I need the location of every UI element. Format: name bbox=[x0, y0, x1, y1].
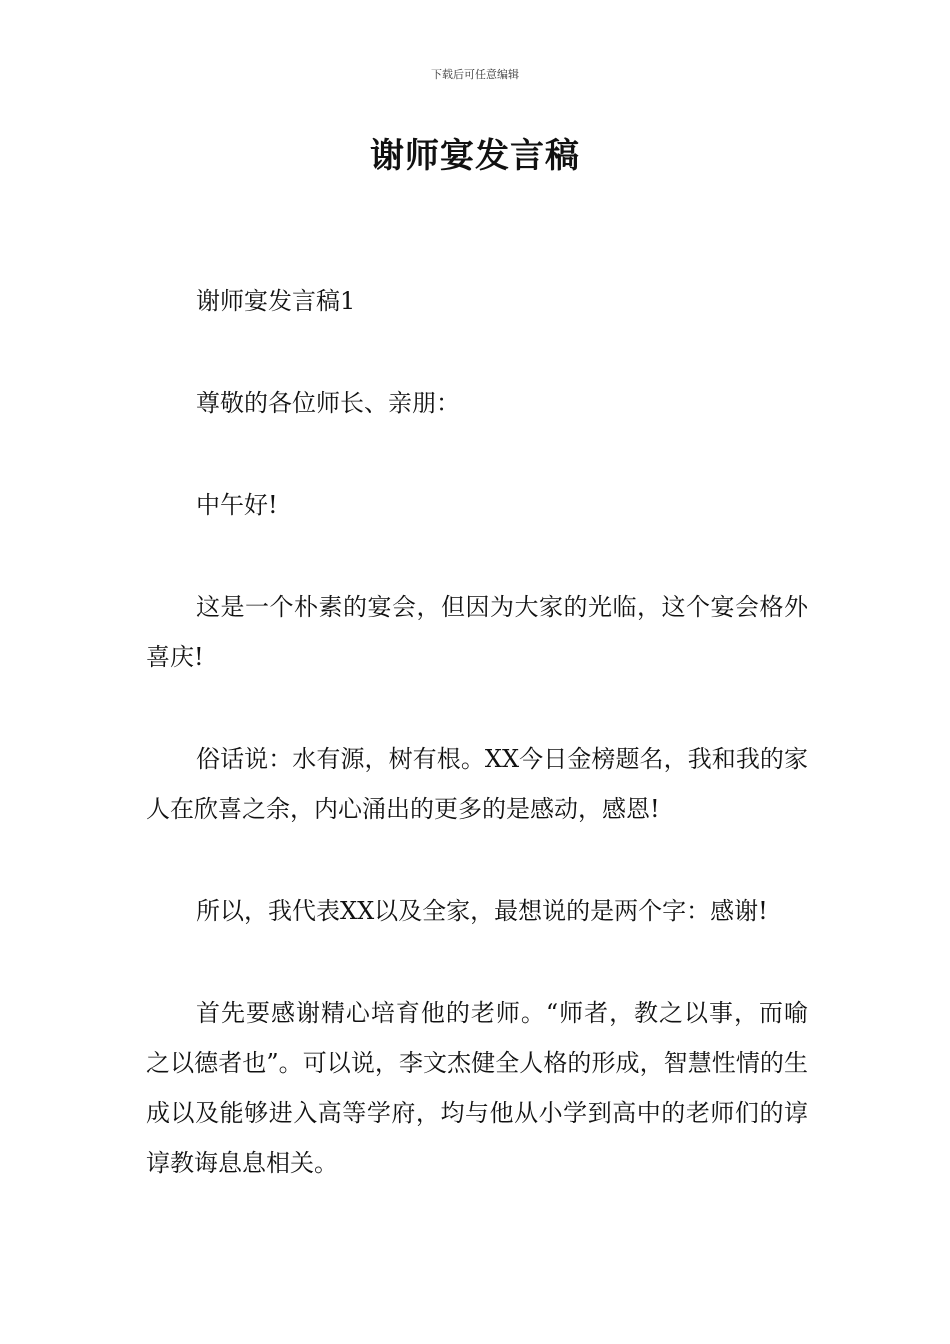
greeting: 中午好! bbox=[196, 491, 278, 519]
salutation: 尊敬的各位师长、亲朋： bbox=[196, 389, 460, 417]
body-paragraph: 俗话说：水有源，树有根。XX今日金榜题名，我和我的家人在欣喜之余，内心涌出的更多的是感动，感恩! bbox=[146, 745, 808, 823]
document-title: 谢师宴发言稿 bbox=[370, 136, 580, 176]
body-paragraph: 这是一个朴素的宴会，但因为大家的光临，这个宴会格外喜庆! bbox=[146, 593, 808, 671]
document-body bbox=[146, 276, 808, 1240]
header-note: 下载后可任意编辑 bbox=[431, 68, 519, 81]
body-paragraph: 首先要感谢精心培育他的老师。“师者，教之以事，而喻之以德者也”。可以说，李文杰健全人格的形成，智慧性情的生成以及能够进入高等学府，均与他从小学到高中的老师们的谆谆教诲息息相关。 bbox=[146, 999, 808, 1177]
section-heading: 谢师宴发言稿1 bbox=[196, 287, 356, 315]
body-paragraph: 所以，我代表XX以及全家，最想说的是两个字：感谢! bbox=[196, 897, 768, 925]
